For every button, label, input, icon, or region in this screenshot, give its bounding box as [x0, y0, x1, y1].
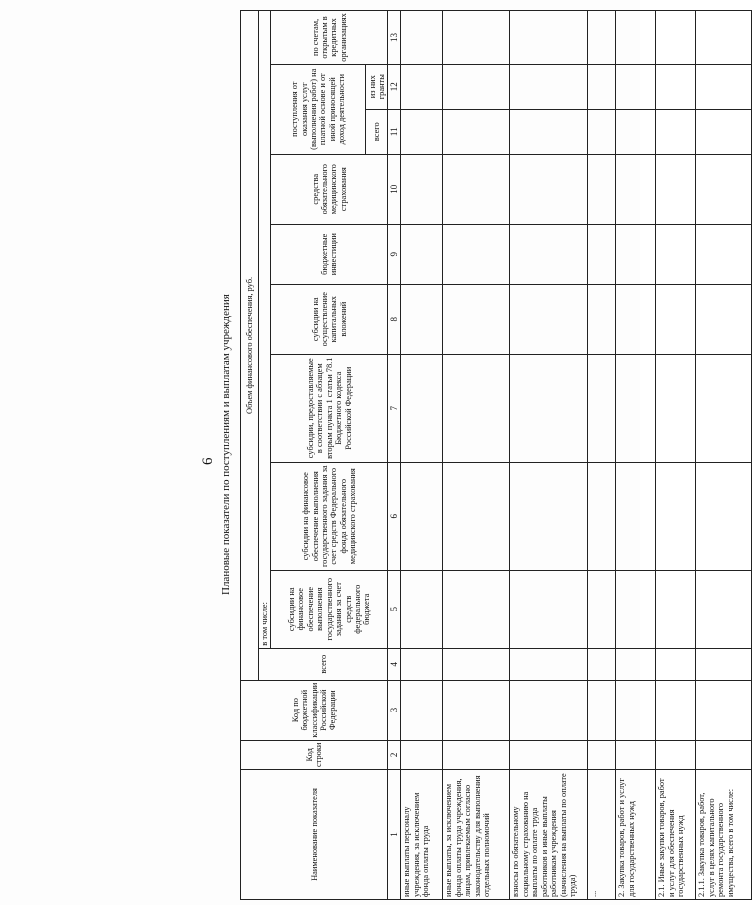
- table-row: [510, 11, 588, 900]
- header-name: Наименование показателя: [241, 770, 388, 900]
- page-number: 6: [200, 457, 216, 465]
- header-col8: субсидии на осуществление капитальных вложений: [271, 284, 388, 354]
- col-number: 13: [388, 11, 401, 65]
- row-label: иные выплаты персоналу учреждения, за исключением фонда оплаты труда: [401, 770, 443, 900]
- header-total: всего: [259, 648, 388, 680]
- col-number: 12: [388, 64, 401, 109]
- page-title: Плановые показатели по поступлениям и выплатам учреждения: [220, 294, 232, 595]
- header-col12: из них гранты: [366, 64, 388, 109]
- row-label: взносы по обязательному социальному страхованию на выплаты по оплате труда работников и иные выплаты работникам учреждения (начисления на выплаты по оплате труда): [510, 770, 588, 900]
- table-row: [443, 11, 510, 900]
- header-volume: Объем финансового обеспечения, руб.: [241, 11, 259, 681]
- col-number: 3: [388, 680, 401, 740]
- header-col11-12: поступления от оказания услуг (выполнения работ) на платной основе и от иной приносящей доход деятельности: [271, 64, 366, 154]
- col-number: 4: [388, 648, 401, 680]
- col-number: 10: [388, 154, 401, 224]
- table-row: [588, 11, 616, 900]
- header-col11: всего: [366, 109, 388, 154]
- table-row: [696, 11, 752, 900]
- row-label: 2.1.1. Закупка товаров, работ, услуг в целях капитального ремонта государственного имущества, всего в том числе:: [696, 770, 752, 900]
- header-col13: по счетам, открытым в кредитных организациях: [271, 11, 388, 65]
- col-number: 1: [388, 770, 401, 900]
- col-number: 7: [388, 354, 401, 462]
- table-row: [656, 11, 696, 900]
- header-kbk: Код по бюджетной классификации Российской Федерации: [241, 680, 388, 740]
- column-number-row: [388, 11, 401, 900]
- header-row: [241, 11, 259, 900]
- table-row: [616, 11, 656, 900]
- table-row: [401, 11, 443, 900]
- col-number: 11: [388, 109, 401, 154]
- row-label: иные выплаты, за исключением фонда оплаты труда учреждения, лицам, привлекаемым согласно законодательству для выполнения отдельных полномочий: [443, 770, 510, 900]
- header-col7: субсидии, предоставляемые в соответствии с абзацем вторым пункта 1 статьи 78.1 Бюджетного кодекса Российской Федерации: [271, 354, 388, 462]
- header-including: в том числе:: [259, 11, 271, 649]
- header-col9: бюджетные инвестиции: [271, 224, 388, 284]
- header-col6: субсидии на финансовое обеспечение выполнения государственного задания за счет средств Федерального фонда обязательного медицинского страхования: [271, 462, 388, 570]
- header-code: Код строки: [241, 740, 388, 769]
- col-number: 2: [388, 740, 401, 769]
- col-number: 6: [388, 462, 401, 570]
- row-label: 2. Закупка товаров, работ и услуг для государственных нужд: [616, 770, 656, 900]
- header-col10: средства обязательного медицинского страхования: [271, 154, 388, 224]
- col-number: 5: [388, 570, 401, 648]
- row-label: 2.1. Иные закупки товаров, работ и услуг для обеспечения государственных нужд: [656, 770, 696, 900]
- col-number: 8: [388, 284, 401, 354]
- col-number: 9: [388, 224, 401, 284]
- plan-indicators-table: [240, 10, 752, 900]
- row-label: ...: [588, 770, 616, 900]
- header-col5: субсидии на финансовое обеспечение выполнения государственного задания за счет средств федерального бюджета: [271, 570, 388, 648]
